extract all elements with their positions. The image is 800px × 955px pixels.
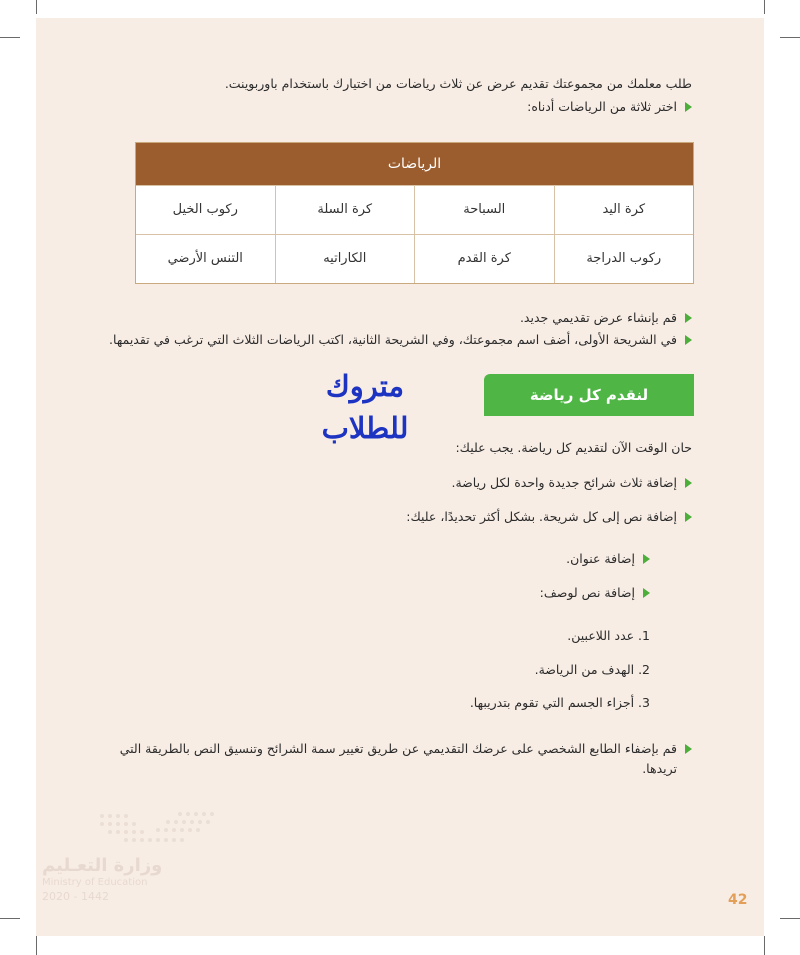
crop-mark [780,918,800,919]
watermark-year: 2020 - 1442 [42,890,109,903]
table-cell: التنس الأرضي [167,251,243,266]
bullet-icon [643,554,650,564]
table-cell: الكاراتيه [275,235,415,283]
table-cell: السباحة [414,186,554,234]
crop-mark [0,37,20,38]
table-row [136,234,693,283]
crop-mark [36,936,37,955]
table-cell: كرة السلة [275,186,415,234]
table-cell: ركوب الخيل [172,202,238,217]
bullet-icon [643,588,650,598]
ministry-logo-icon [96,808,218,848]
handwritten-note: متروك للطلاب [321,369,409,445]
bullet-icon [685,102,692,112]
table-row [136,185,693,234]
crop-mark [764,936,765,955]
step-first-slide: في الشريحة الأولى، أضف اسم مجموعتك، وفي الشريحة الثانية، اكتب الرياضات الثلاث التي ترغب في تقديمها. [109,331,692,349]
bullet-icon [685,313,692,323]
watermark-arabic: وزارة التعـليم [42,855,163,876]
table-cell: كرة القدم [414,235,554,283]
sports-table [135,142,694,284]
crop-mark [36,0,37,14]
crop-mark [0,918,20,919]
intro-instruction: اختر ثلاثة من الرياضات أدناه: [527,98,692,116]
table-header: الرياضات [136,143,693,185]
crop-mark [764,0,765,14]
instruction-item: إضافة نص إلى كل شريحة. بشكل أكثر تحديدًا، عليك: [406,508,692,526]
intro-text: طلب معلمك من مجموعتك تقديم عرض عن ثلاث رياضات من اختيارك باستخدام باوربوينت. [224,76,692,91]
bullet-icon [685,744,692,754]
instructions-intro: حان الوقت الآن لتقديم كل رياضة. يجب عليك: [455,440,692,455]
numbered-item: 2. الهدف من الرياضة. [534,662,650,677]
table-cell: ركوب الدراجة [554,235,694,283]
sub-item: إضافة عنوان. [566,550,650,568]
bullet-icon [685,478,692,488]
page-number: 42 [728,892,748,908]
watermark-english: Ministry of Education [42,877,148,888]
ministry-watermark [42,856,182,904]
numbered-item: 3. أجزاء الجسم التي تقوم بتدريبها. [469,695,650,710]
bullet-icon [685,512,692,522]
final-instruction-cont: تريدها. [642,761,677,776]
step-create: قم بإنشاء عرض تقديمي جديد. [520,309,692,327]
bullet-icon [685,335,692,345]
crop-mark [780,37,800,38]
sub-item: إضافة نص لوصف: [540,584,650,602]
final-instruction: قم بإضفاء الطابع الشخصي على عرضك التقديمي عن طريق تغيير سمة الشرائح وتنسيق النص بالطريقة التي [120,740,692,758]
section-title-box: لنقدم كل رياضة [484,374,694,416]
numbered-item: 1. عدد اللاعبين. [567,628,650,643]
table-cell: كرة اليد [554,186,694,234]
instruction-item: إضافة ثلاث شرائح جديدة واحدة لكل رياضة. [451,474,692,492]
